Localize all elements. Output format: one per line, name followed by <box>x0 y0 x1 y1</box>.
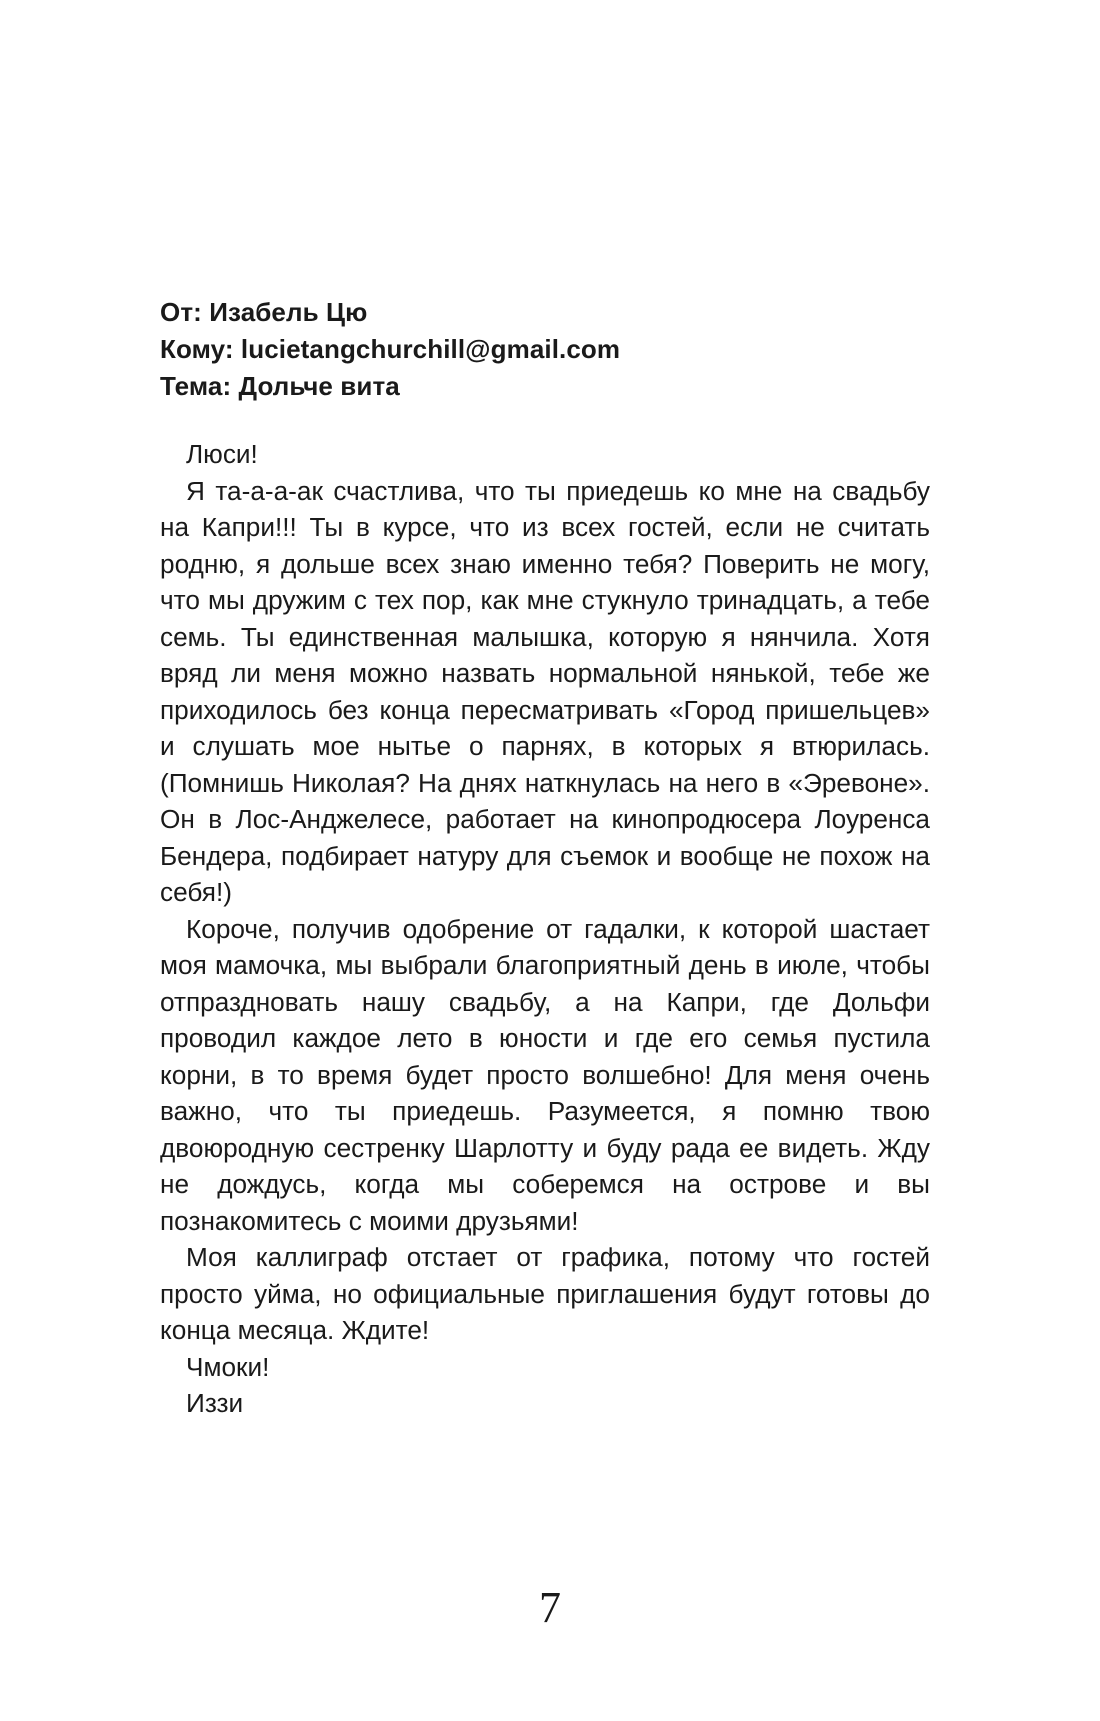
letter-signature: Иззи <box>186 1388 244 1418</box>
letter-paragraph: Короче, получив одобрение от гадалки, к которой шастает моя мамочка, мы выбрали благоприятный день в июле, чтобы отпраздновать нашу свадьбу, а на Капри, где Дольфи проводил каждое лето в юности и где его семья пустила корни, в то время будет просто волшебно! Для меня очень важно, что ты приедешь. Разумеется, я помню твою двоюродную сестренку Шарлотту и буду рада ее видеть. Жду не дождусь, когда мы соберемся на острове и вы познакомитесь с моими друзьями! <box>160 913 930 1236</box>
page-number: 7 <box>539 1583 561 1632</box>
email-from: От: Изабель Цю <box>160 297 368 327</box>
letter-paragraph: Я та-а-а-ак счастлива, что ты приедешь ко мне на свадьбу на Капри!!! Ты в курсе, что из всех гостей, если не считать родню, я дольше всех знаю именно тебя? Поверить не могу, что мы дружим с тех пор, как мне стукнуло тринадцать, а тебе семь. Ты единственная малышка, которую я нянчила. Хотя вряд ли меня можно назвать нормальной нянькой, тебе же приходилось без конца пересматривать «Город пришельцев» и слушать мое нытье о парнях, в которых я втюрилась. (Помнишь Николая? На днях наткнулась на него в «Эревоне». Он в Лос-Анджелесе, работает на кинопродюсера Лоуренса Бендера, подбирает натуру для съемок и вообще не похож на себя!) <box>160 475 930 907</box>
letter-paragraph: Моя каллиграф отстает от графика, потому что гостей просто уйма, но официальные приглашения будут готовы до конца месяца. Ждите! <box>160 1242 930 1345</box>
email-to: Кому: lucietangchurchill@gmail.com <box>160 334 621 364</box>
email-letter <box>160 294 930 1422</box>
email-headers <box>160 294 930 405</box>
letter-greeting: Люси! <box>186 439 258 469</box>
letter-closing: Чмоки! <box>186 1351 270 1382</box>
email-subject: Тема: Дольче вита <box>160 371 400 401</box>
